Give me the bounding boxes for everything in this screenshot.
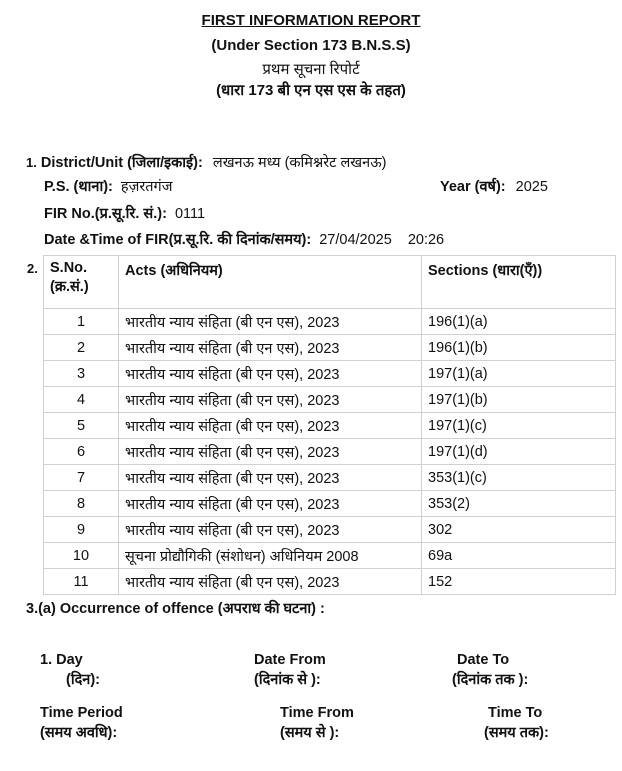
act-cell: भारतीय न्याय संहिता (बी एन एस), 2023	[119, 413, 422, 439]
fir-number-row	[44, 203, 205, 223]
section-cell: 197(1)(b)	[422, 387, 616, 413]
district-label: District/Unit (जिला/इकाई):	[40, 155, 203, 171]
day-number: 1.	[40, 652, 53, 668]
report-title: FIRST INFORMATION REPORT	[201, 12, 421, 29]
time-from-hindi: (समय से ):	[280, 725, 340, 741]
police-station-row	[44, 176, 172, 196]
sno-cell: 3	[44, 361, 119, 387]
sno-cell: 2	[44, 335, 119, 361]
district-row	[26, 152, 386, 172]
day-label: Day	[56, 652, 83, 668]
time-to-label: Time To	[488, 705, 543, 721]
sno-cell: 10	[44, 543, 119, 569]
acts-header: Acts (अधिनियम)	[119, 256, 422, 309]
sno-cell: 11	[44, 569, 119, 595]
report-title-hindi: प्रथम सूचना रिपोर्ट	[262, 61, 360, 78]
sno-cell: 9	[44, 517, 119, 543]
act-cell: भारतीय न्याय संहिता (बी एन एस), 2023	[119, 465, 422, 491]
police-station-label: P.S. (थाना):	[44, 179, 113, 195]
acts-sections-table	[43, 255, 616, 595]
table-row	[44, 465, 616, 491]
sno-cell: 1	[44, 309, 119, 335]
time-period-hindi: (समय अवधि):	[40, 725, 118, 741]
act-cell: भारतीय न्याय संहिता (बी एन एस), 2023	[119, 491, 422, 517]
act-cell: भारतीय न्याय संहिता (बी एन एस), 2023	[119, 335, 422, 361]
time-period-label: Time Period	[40, 705, 123, 721]
table-row	[44, 361, 616, 387]
report-header	[0, 10, 622, 101]
table-row	[44, 517, 616, 543]
occurrence-heading: 3.(a) Occurrence of offence (अपराध की घटना) :	[26, 601, 325, 617]
section-cell: 196(1)(a)	[422, 309, 616, 335]
section-cell: 197(1)(d)	[422, 439, 616, 465]
time-from-label: Time From	[280, 705, 354, 721]
report-subtitle: (Under Section 173 B.N.S.S)	[211, 37, 411, 54]
act-cell: भारतीय न्याय संहिता (बी एन एस), 2023	[119, 387, 422, 413]
section-cell: 197(1)(a)	[422, 361, 616, 387]
table-row	[44, 543, 616, 569]
time-to-hindi: (समय तक):	[484, 725, 549, 741]
section-1-number: 1.	[26, 155, 37, 170]
section-cell: 196(1)(b)	[422, 335, 616, 361]
act-cell: भारतीय न्याय संहिता (बी एन एस), 2023	[119, 309, 422, 335]
sno-header	[44, 256, 119, 309]
date-from-label: Date From	[254, 652, 326, 668]
fir-datetime-label: Date &Time of FIR(प्र.सू.रि. की दिनांक/समय):	[44, 232, 312, 248]
table-row	[44, 569, 616, 595]
table-row	[44, 491, 616, 517]
year-label: Year (वर्ष):	[440, 179, 506, 195]
year-row	[440, 176, 548, 196]
date-from-hindi: (दिनांक से ):	[254, 672, 321, 688]
act-cell: भारतीय न्याय संहिता (बी एन एस), 2023	[119, 517, 422, 543]
district-value: लखनऊ मध्य (कमिश्नरेट लखनऊ)	[212, 155, 387, 171]
table-header-row	[44, 256, 616, 309]
year-value: 2025	[515, 179, 548, 195]
sno-cell: 8	[44, 491, 119, 517]
section-cell: 69a	[422, 543, 616, 569]
table-row	[44, 309, 616, 335]
table-row	[44, 439, 616, 465]
table-row	[44, 413, 616, 439]
sno-cell: 7	[44, 465, 119, 491]
fir-datetime-row	[44, 229, 444, 249]
act-cell: सूचना प्रोद्यौगिकी (संशोधन) अधिनियम 2008	[119, 543, 422, 569]
table-row	[44, 387, 616, 413]
section-cell: 353(1)(c)	[422, 465, 616, 491]
sno-cell: 4	[44, 387, 119, 413]
sno-header-label: S.No.	[50, 260, 88, 276]
table-row	[44, 335, 616, 361]
act-cell: भारतीय न्याय संहिता (बी एन एस), 2023	[119, 569, 422, 595]
sections-header: Sections (धारा(एँ))	[422, 256, 616, 309]
fir-date-value: 27/04/2025	[319, 232, 392, 248]
section-2-number: 2.	[27, 261, 38, 276]
act-cell: भारतीय न्याय संहिता (बी एन एस), 2023	[119, 439, 422, 465]
date-to-hindi: (दिनांक तक ):	[452, 672, 529, 688]
sno-cell: 5	[44, 413, 119, 439]
fir-number-value: 0111	[174, 206, 206, 222]
section-cell: 197(1)(c)	[422, 413, 616, 439]
section-cell: 302	[422, 517, 616, 543]
sno-cell: 6	[44, 439, 119, 465]
report-subtitle-hindi: (धारा 173 बी एन एस एस के तहत)	[216, 82, 406, 99]
section-cell: 152	[422, 569, 616, 595]
day-hindi: (दिन):	[66, 672, 100, 688]
fir-number-label: FIR No.(प्र.सू.रि. सं.):	[44, 206, 167, 222]
day-field	[40, 650, 83, 670]
date-to-label: Date To	[457, 652, 510, 668]
section-cell: 353(2)	[422, 491, 616, 517]
police-station-value: हज़रतगंज	[120, 179, 173, 195]
fir-time-value: 20:26	[407, 232, 445, 248]
sno-header-hindi: (क्र.सं.)	[50, 279, 89, 295]
act-cell: भारतीय न्याय संहिता (बी एन एस), 2023	[119, 361, 422, 387]
